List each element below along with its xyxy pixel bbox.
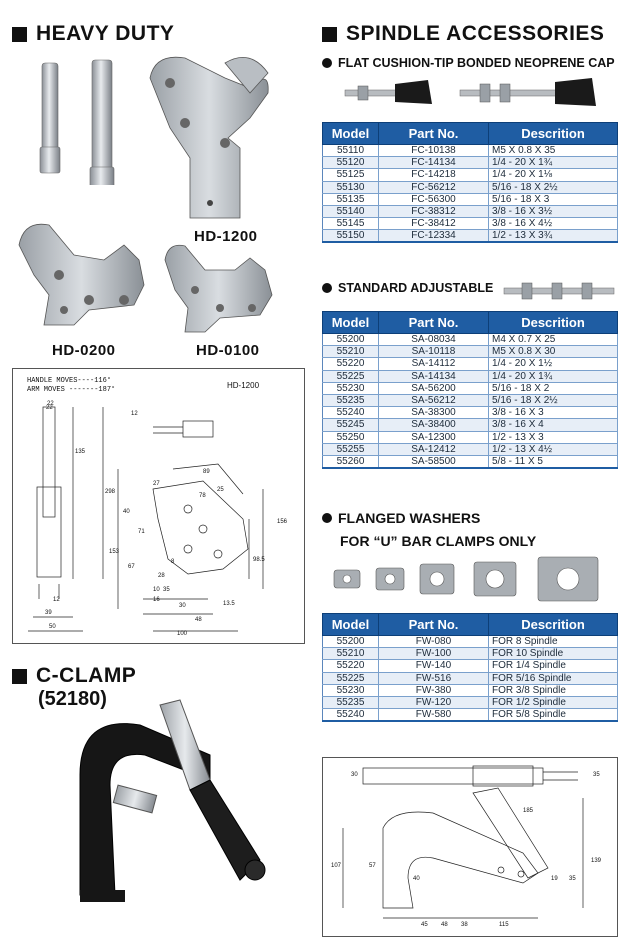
flat-cushion-heading	[322, 56, 615, 70]
table-row	[323, 346, 618, 358]
part-no-cell: SA-10118	[379, 346, 489, 358]
table-row	[323, 193, 618, 205]
cclamp-title: C-CLAMP	[36, 664, 137, 687]
flanged-washers-subtitle2: FOR “U” BAR CLAMPS ONLY	[340, 533, 537, 549]
model-cell: 55225	[323, 370, 379, 382]
model-cell: 55220	[323, 358, 379, 370]
bullet-dot-icon	[322, 513, 332, 523]
description-cell: M4 X 0.7 X 25	[489, 334, 618, 346]
flanged-washers-photo	[328, 554, 618, 604]
description-cell: 5/16 - 18 X 3	[489, 193, 618, 205]
hd0100-photo	[160, 240, 280, 335]
description-cell: 1/4 - 20 X 1¾	[489, 370, 618, 382]
part-no-cell: SA-14134	[379, 370, 489, 382]
standard-adjustable-subtitle: STANDARD ADJUSTABLE	[338, 281, 494, 295]
table-row	[323, 443, 618, 455]
model-cell: 55230	[323, 684, 379, 696]
description-cell: 1/4 - 20 X 1⅛	[489, 169, 618, 181]
part-no-cell: SA-56212	[379, 394, 489, 406]
dim-57-label: 57	[369, 863, 376, 869]
part-no-cell: FC-56300	[379, 193, 489, 205]
col-model: Model	[323, 123, 379, 145]
standard-adjustable-heading	[322, 281, 493, 295]
dim-71-label: 71	[138, 529, 145, 535]
dim-35-label: 35	[163, 587, 170, 593]
part-no-cell: FW-380	[379, 684, 489, 696]
flanged-washers-table-wrap	[322, 613, 618, 722]
description-cell: 3/8 - 16 X 4	[489, 419, 618, 431]
description-cell: 5/16 - 18 X 2½	[489, 181, 618, 193]
description-cell: 1/4 - 20 X 1½	[489, 358, 618, 370]
drawing-title: HD-1200	[227, 381, 260, 390]
description-cell: 1/2 - 13 X 3	[489, 431, 618, 443]
dim-185-label: 185	[523, 808, 534, 814]
dim-27-label: 27	[153, 481, 160, 487]
table-row	[323, 684, 618, 696]
standard-adjustable-rows	[323, 334, 618, 468]
model-cell: 55200	[323, 636, 379, 648]
table-row	[323, 218, 618, 230]
heavy-duty-heading	[12, 22, 174, 46]
part-no-cell: FC-14218	[379, 169, 489, 181]
flat-cushion-rows	[323, 145, 618, 243]
description-cell: FOR 1/2 Spindle	[489, 696, 618, 708]
dim-139-label: 139	[591, 858, 602, 864]
part-no-cell: FC-12334	[379, 230, 489, 243]
hd0200-label: HD-0200	[52, 342, 116, 359]
table-row	[323, 455, 618, 468]
col-model: Model	[323, 312, 379, 334]
dim-89-label: 89	[203, 469, 210, 475]
dim-35b-label: 35	[569, 876, 576, 882]
part-no-cell: FC-10138	[379, 145, 489, 157]
table-row	[323, 648, 618, 660]
description-cell: M5 X 0.8 X 30	[489, 346, 618, 358]
dim-10-label: 10	[153, 587, 160, 593]
part-no-cell: FW-080	[379, 636, 489, 648]
standard-adjustable-table	[322, 311, 618, 469]
table-row	[323, 709, 618, 722]
model-cell: 55235	[323, 696, 379, 708]
hd1200-photo	[140, 48, 275, 223]
col-description: Descrition	[489, 123, 618, 145]
table-row	[323, 230, 618, 243]
dim-298-label: 298	[105, 489, 116, 495]
model-cell: 55120	[323, 157, 379, 169]
standard-adjustable-table-wrap	[322, 311, 618, 469]
dim-40-label: 40	[413, 876, 420, 882]
dim-107-label: 107	[331, 863, 342, 869]
table-row	[323, 358, 618, 370]
description-cell: 5/8 - 11 X 5	[489, 455, 618, 468]
model-cell: 55245	[323, 419, 379, 431]
description-cell: 5/16 - 18 X 2½	[489, 394, 618, 406]
hd1200-label: HD-1200	[194, 228, 258, 245]
description-cell: M5 X 0.8 X 35	[489, 145, 618, 157]
table-row	[323, 407, 618, 419]
dim-100-label: 100	[177, 631, 188, 637]
dim-19-label: 19	[551, 876, 558, 882]
flanged-washers-heading	[322, 510, 480, 526]
model-cell: 55240	[323, 709, 379, 722]
table-row	[323, 636, 618, 648]
dim-38-label: 38	[461, 922, 468, 928]
dim-156-label: 156	[277, 519, 288, 525]
heavy-duty-title: HEAVY DUTY	[36, 22, 175, 45]
table-row	[323, 157, 618, 169]
hd1200-drawing-box	[12, 368, 305, 644]
model-cell: 55210	[323, 648, 379, 660]
description-cell: 3/8 - 16 X 4½	[489, 218, 618, 230]
flanged-washers-table	[322, 613, 618, 722]
bullet-dot-icon	[322, 283, 332, 293]
model-cell: 55240	[323, 407, 379, 419]
dim-30-label: 30	[179, 603, 186, 609]
dim-35-label: 35	[593, 772, 600, 778]
dim-67-label: 67	[128, 564, 135, 570]
heading-square-icon	[12, 27, 27, 42]
model-cell: 55135	[323, 193, 379, 205]
description-cell: FOR 5/16 Spindle	[489, 672, 618, 684]
model-cell: 55210	[323, 346, 379, 358]
dim-98-5-label: 98.5	[253, 557, 265, 563]
flat-cushion-table-wrap	[322, 122, 618, 243]
spindle-accessories-heading	[322, 22, 604, 46]
dim-8-label: 8	[171, 559, 175, 565]
part-no-cell: FW-120	[379, 696, 489, 708]
col-part-no: Part No.	[379, 614, 489, 636]
part-no-cell: FC-38412	[379, 218, 489, 230]
dim-48-label: 48	[441, 922, 448, 928]
flanged-washers-rows	[323, 636, 618, 722]
dim-135-label: 135	[75, 449, 86, 455]
dim-40-label: 40	[123, 509, 130, 515]
model-cell: 55255	[323, 443, 379, 455]
heading-square-icon	[322, 27, 337, 42]
handle-moves-text: HANDLE MOVES----116°	[27, 377, 112, 385]
model-cell: 55150	[323, 230, 379, 243]
table-row	[323, 696, 618, 708]
dim-25-label: 25	[217, 487, 224, 493]
dim-22-label: 22	[47, 401, 54, 407]
flat-cushion-table	[322, 122, 618, 243]
table-row	[323, 382, 618, 394]
description-cell: FOR 10 Spindle	[489, 648, 618, 660]
description-cell: 1/2 - 13 X 4½	[489, 443, 618, 455]
spindle-photo	[30, 55, 140, 185]
dim-39-label: 39	[45, 610, 52, 616]
table-row	[323, 334, 618, 346]
part-no-cell: FC-14134	[379, 157, 489, 169]
dim-12b-label: 12	[131, 411, 138, 417]
model-cell: 55250	[323, 431, 379, 443]
dim-153-label: 153	[109, 549, 120, 555]
part-no-cell: FC-38312	[379, 205, 489, 217]
table-row	[323, 394, 618, 406]
part-no-cell: FW-580	[379, 709, 489, 722]
dim-28-label: 28	[158, 573, 165, 579]
cclamp-drawing	[323, 758, 617, 936]
description-cell: 1/4 - 20 X 1¾	[489, 157, 618, 169]
dim-50-label: 50	[49, 624, 56, 630]
dim-16-label: 16	[153, 597, 160, 603]
dim-45-label: 45	[421, 922, 428, 928]
model-cell: 55220	[323, 660, 379, 672]
part-no-cell: SA-58500	[379, 455, 489, 468]
description-cell: FOR 3/8 Spindle	[489, 684, 618, 696]
cclamp-drawing-box	[322, 757, 618, 937]
spindle-accessories-title: SPINDLE ACCESSORIES	[346, 22, 605, 45]
part-no-cell: FC-56212	[379, 181, 489, 193]
table-row	[323, 169, 618, 181]
description-cell: FOR 5/8 Spindle	[489, 709, 618, 722]
cclamp-photo	[60, 695, 300, 925]
model-cell: 55125	[323, 169, 379, 181]
standard-adjustable-photo	[502, 280, 617, 302]
col-part-no: Part No.	[379, 312, 489, 334]
part-no-cell: SA-56200	[379, 382, 489, 394]
part-no-cell: FW-100	[379, 648, 489, 660]
table-row	[323, 370, 618, 382]
arm-moves-text: ARM MOVES -------187°	[27, 386, 116, 394]
part-no-cell: SA-14112	[379, 358, 489, 370]
dim-48-label: 48	[195, 617, 202, 623]
cclamp-heading	[12, 664, 136, 688]
col-description: Descrition	[489, 614, 618, 636]
table-row	[323, 660, 618, 672]
part-no-cell: SA-38400	[379, 419, 489, 431]
dim-115-label: 115	[499, 922, 509, 928]
flanged-washers-subtitle: FLANGED WASHERS	[338, 510, 481, 526]
model-cell: 55130	[323, 181, 379, 193]
bullet-dot-icon	[322, 58, 332, 68]
model-cell: 55145	[323, 218, 379, 230]
model-cell: 55225	[323, 672, 379, 684]
cclamp-code: (52180)	[38, 688, 107, 710]
col-model: Model	[323, 614, 379, 636]
table-row	[323, 419, 618, 431]
description-cell: 3/8 - 16 X 3	[489, 407, 618, 419]
flat-cushion-photo	[340, 72, 620, 112]
description-cell: FOR 1/4 Spindle	[489, 660, 618, 672]
dim-12-label: 12	[53, 597, 60, 603]
heading-square-icon	[12, 669, 27, 684]
dim-78-label: 78	[199, 493, 206, 499]
flat-cushion-subtitle: FLAT CUSHION-TIP BONDED NEOPRENE CAP	[338, 56, 615, 70]
model-cell: 55200	[323, 334, 379, 346]
table-row	[323, 145, 618, 157]
part-no-cell: FW-516	[379, 672, 489, 684]
dim-13-5-label: 13.5	[223, 601, 235, 607]
hd0200-photo	[14, 215, 154, 335]
model-cell: 55140	[323, 205, 379, 217]
dim-30-label: 30	[351, 772, 358, 778]
model-cell: 55110	[323, 145, 379, 157]
description-cell: 1/2 - 13 X 3¾	[489, 230, 618, 243]
col-part-no: Part No.	[379, 123, 489, 145]
table-row	[323, 431, 618, 443]
model-cell: 55235	[323, 394, 379, 406]
model-cell: 55230	[323, 382, 379, 394]
dim-22: 22	[46, 405, 53, 411]
table-row	[323, 205, 618, 217]
description-cell: 5/16 - 18 X 2	[489, 382, 618, 394]
part-no-cell: SA-12412	[379, 443, 489, 455]
table-row	[323, 672, 618, 684]
description-cell: FOR 8 Spindle	[489, 636, 618, 648]
model-cell: 55260	[323, 455, 379, 468]
description-cell: 3/8 - 16 X 3½	[489, 205, 618, 217]
hd0100-label: HD-0100	[196, 342, 260, 359]
part-no-cell: FW-140	[379, 660, 489, 672]
part-no-cell: SA-12300	[379, 431, 489, 443]
part-no-cell: SA-38300	[379, 407, 489, 419]
table-row	[323, 181, 618, 193]
col-description: Descrition	[489, 312, 618, 334]
part-no-cell: SA-08034	[379, 334, 489, 346]
